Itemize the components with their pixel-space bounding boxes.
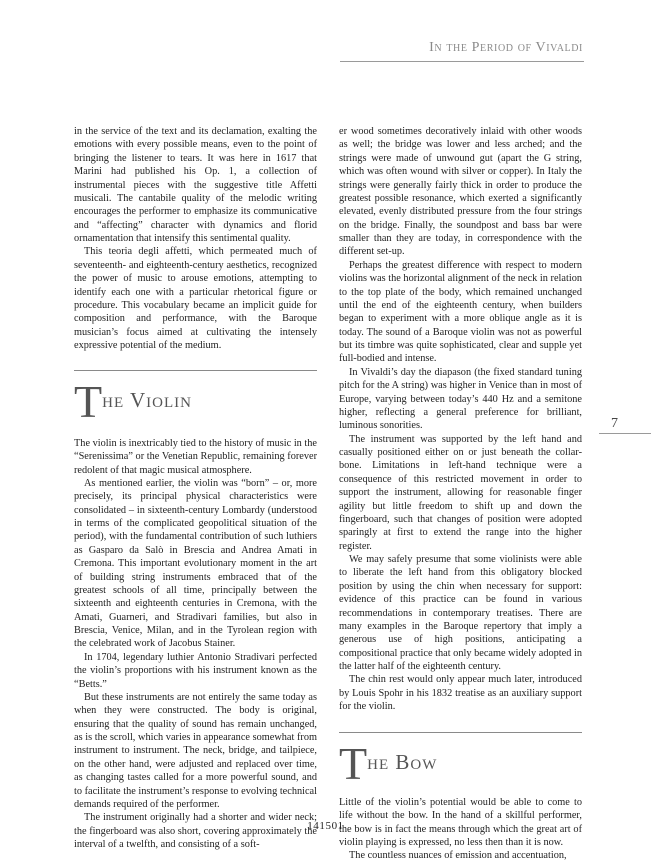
right-paragraph-4: The instrument was supported by the left hand and casually positioned either on or just beneath the collar-bone. Limitations in left-hand technique were a consequence of this restricted movement in order to support the instrument, allowing for reasonable finger agility but little freedom to shift up and down the fingerboard, such that changes of position were adopted sparingly at first to extend the range into the higher register.	[339, 433, 582, 552]
running-title: In the Period of Vivaldi	[429, 40, 583, 55]
bow-paragraph-2: The countless nuances of emission and accentuation,	[349, 850, 567, 862]
violin-title-rest: he Violin	[102, 388, 192, 413]
violin-paragraph-1: The violin is inextricably tied to the history of music in the “Serenissima” or the Venetian Republic, remaining forever redolent of that magic musical atmosphere.	[74, 437, 317, 476]
bow-section-title	[339, 737, 582, 789]
left-column	[74, 125, 317, 851]
bow-section	[339, 732, 582, 863]
violin-paragraph-4: But these instruments are not entirely the same today as when they were constructed. The body is original, ensuring that the quality of sound has remain unchanged, as is the scroll, which varies in appearance somewhat from instrument to instrument. The neck, bridge, and tailpiece, on the other hand, were adjusted and replaced over time, as changing tastes called for a more powerful sound, and to facilitate the instrument’s response to evolving technical demands required of the performer.	[74, 691, 317, 810]
violin-paragraph-5: The instrument originally had a shorter and wider neck; the fingerboard was also short, covering approximately the interval of a twelfth, and consisting of a soft-	[74, 812, 317, 851]
page-tab-rule	[599, 433, 651, 434]
intro-paragraph-2: This teoria degli affetti, which permeated much of seventeenth- and eighteenth-century aesthetics, recognized the power of music to arouse emotions, attempting to identify each one with a particular rhetorical figure or procedure. This vocabulary became an implicit guide for composition and performance, with the Baroque musician’s focus aimed at cultivating the intensely expressive potential of the medium.	[74, 246, 317, 351]
violin-paragraph-2: As mentioned earlier, the violin was “born” – or, more precisely, its principal physical characteristics were consolidated – in sixteenth-century Lombardy (understood in terms of the complicated geopolitical situation of the period), with the fundamental contribution of such luthiers as Gasparo da Salò in Brescia and Andrea Amati in Cremona. This important evolutionary moment in the art of building string instruments embraced that of the greatest schools of all time, principally between the sixteenth and eighteenth centuries in Cremona, with the Amati, Guarneri, and Stradivari families, but also in Brescia, Venice, Milan, and in the Tyrolean region with the celebrated work of Jacobus Stainer.	[74, 477, 317, 650]
bow-section-rule	[339, 732, 582, 733]
right-paragraph-2: Perhaps the greatest difference with respect to modern violins was the horizontal alignment of the neck in relation to the top plate of the body, which remained unchanged until the end of the eighteenth century, when builders began to experiment with a more oblique angle as it is today. The sound of a Baroque violin was not as powerful but its timbre was quite sophisticated, clear and supple yet full-bodied and intense.	[339, 259, 582, 365]
bow-paragraph-1: Little of the violin’s potential would be able to come to life without the bow. In the hand of a skillful performer, the bow is in fact the means through which the great art of violin playing is expressed, no less then than it is now.	[339, 796, 582, 849]
right-paragraph-3: In Vivaldi’s day the diapason (the fixed standard tuning pitch for the A string) was higher in Venice than in most of Europe, varying between today’s 440 Hz and a semitone higher, reflecting a general preference for brilliant, luminous sonorities.	[339, 366, 582, 432]
header-rule	[340, 61, 584, 62]
violin-section-title	[74, 376, 317, 428]
violin-section-rule	[74, 370, 317, 371]
right-column	[339, 125, 582, 863]
catalog-number: 141501	[307, 820, 344, 832]
right-paragraph-6: The chin rest would only appear much later, introduced by Louis Spohr in his 1832 treatise as an auxiliary support for the violin.	[339, 674, 582, 713]
violin-paragraph-3: In 1704, legendary luthier Antonio Stradivari perfected the violin’s proportions with his instrument known as the “Betts.”	[74, 651, 317, 690]
violin-section	[74, 370, 317, 851]
intro-paragraph-1: in the service of the text and its declamation, exalting the emotions with every possible means, even to the point of bringing the listener to tears. It was here in 1617 that Marini had published his Op. 1, a collection of instrumental pieces with the suggestive title Affetti musicali. The cantabile quality of the melodic writing encourages the performer to emphasize its communicative and “affecting” character with dynamics and florid ornamentation that intensify this sentimental quality.	[74, 126, 317, 244]
right-paragraph-5: We may safely presume that some violinists were able to liberate the left hand from this obligatory blocked position by using the chin when necessary for support: evidence of this practice can be found in various recommendations in contemporary treatises. There are many examples in the Baroque repertory that imply a generous use of high positions, anticipating a compositional practice that only became widely adopted in the latter half of the eighteenth century.	[339, 554, 582, 672]
bow-title-rest: he Bow	[367, 749, 438, 774]
violin-title-initial: T	[74, 376, 103, 428]
right-paragraph-1: er wood sometimes decoratively inlaid with other woods as well; the bridge was lower and less arched; and the strings were made of unwound gut (apart the G string, which was often wound with silver or copper). In Italy the strings were generally fairly thick in order to produce the greatest possible resonance, which exerted a significantly elevated, evenly distributed pressure from the four strings on the bridge. Finally, the soundpost and bass bar were smaller than they are today, in correspondence with the different set-up.	[339, 126, 582, 258]
page-number-tab: 7	[611, 416, 618, 431]
bow-title-initial: T	[339, 737, 368, 789]
